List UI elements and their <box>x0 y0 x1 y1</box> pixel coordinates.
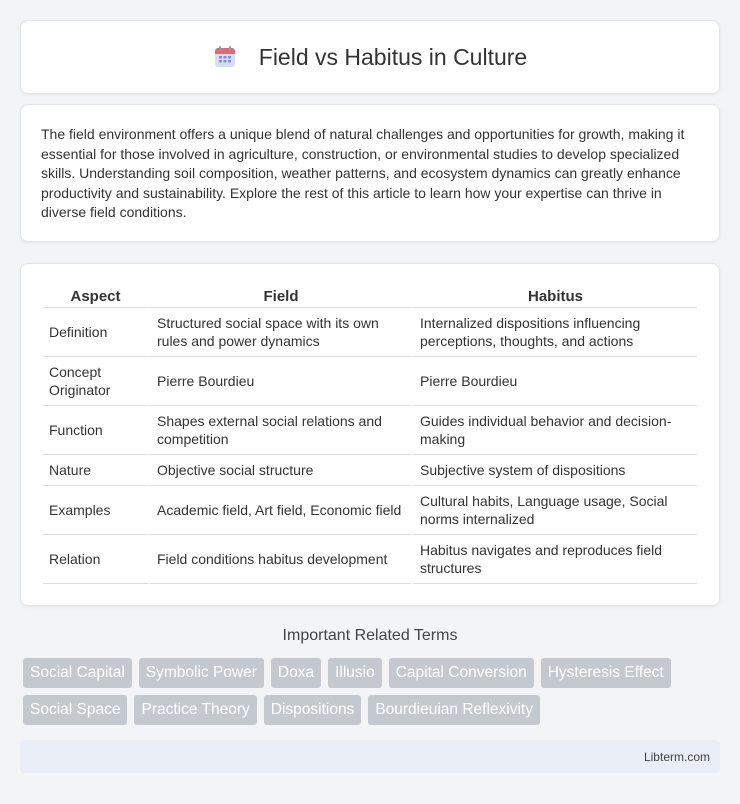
table-row <box>43 308 697 357</box>
tag-dispositions[interactable]: Dispositions <box>264 695 362 725</box>
tag-capital-conversion[interactable]: Capital Conversion <box>389 658 534 688</box>
row-habitus: Internalized dispositions influencing perceptions, thoughts, and actions <box>411 308 697 357</box>
header-aspect: Aspect <box>43 284 148 308</box>
tag-bourdieuian-reflexivity[interactable]: Bourdieuian Reflexivity <box>368 695 540 725</box>
table-row <box>43 406 697 455</box>
footer-site-link[interactable]: Libterm.com <box>643 749 710 764</box>
row-field: Field conditions habitus development <box>148 535 411 584</box>
row-habitus: Subjective system of dispositions <box>411 455 697 486</box>
row-aspect: Relation <box>43 535 148 584</box>
related-terms-section <box>0 627 740 645</box>
footer <box>20 740 720 773</box>
header-card <box>20 20 720 94</box>
row-field: Academic field, Art field, Economic field <box>148 486 411 535</box>
tag-social-space[interactable]: Social Space <box>23 695 127 725</box>
row-habitus: Cultural habits, Language usage, Social norms internalized <box>411 486 697 535</box>
row-habitus: Guides individual behavior and decision-making <box>411 406 697 455</box>
row-aspect: Examples <box>43 486 148 535</box>
comparison-table-card <box>20 263 720 606</box>
row-aspect: Function <box>43 406 148 455</box>
row-field: Objective social structure <box>148 455 411 486</box>
header-habitus: Habitus <box>411 284 697 308</box>
intro-card <box>20 104 720 242</box>
title-wrap <box>213 44 527 71</box>
page-title: Field vs Habitus in Culture <box>258 43 528 70</box>
related-terms-tags <box>23 658 723 732</box>
tag-illusio[interactable]: Illusio <box>328 658 382 688</box>
row-habitus: Pierre Bourdieu <box>411 357 697 406</box>
table-row <box>43 535 697 584</box>
tag-row-1 <box>23 658 723 688</box>
tag-doxa[interactable]: Doxa <box>271 658 321 688</box>
calendar-icon <box>213 45 237 69</box>
row-habitus: Habitus navigates and reproduces field structures <box>411 535 697 584</box>
row-field: Structured social space with its own rules and power dynamics <box>148 308 411 357</box>
table-row <box>43 357 697 406</box>
row-aspect: Concept Originator <box>43 357 148 406</box>
row-field: Shapes external social relations and competition <box>148 406 411 455</box>
tag-practice-theory[interactable]: Practice Theory <box>134 695 256 725</box>
row-aspect: Definition <box>43 308 148 357</box>
intro-text: The field environment offers a unique blend of natural challenges and opportunities for growth, making it essential for those involved in agriculture, construction, or environmental studies to develop specialized skills. Understanding soil composition, weather patterns, and ecosystem dynamics can greatly enhance productivity and sustainability. Explore the rest of this article to learn how your expertise can thrive in diverse field conditions. <box>41 126 685 220</box>
tag-symbolic-power[interactable]: Symbolic Power <box>139 658 264 688</box>
tag-row-2 <box>23 695 723 725</box>
table-row <box>43 486 697 535</box>
related-terms-title: Important Related Terms <box>282 627 458 644</box>
row-field: Pierre Bourdieu <box>148 357 411 406</box>
table-row <box>43 455 697 486</box>
comparison-table <box>43 284 697 584</box>
table-header-row <box>43 284 697 308</box>
tag-hysteresis-effect[interactable]: Hysteresis Effect <box>541 658 671 688</box>
header-field: Field <box>148 284 411 308</box>
row-aspect: Nature <box>43 455 148 486</box>
tag-social-capital[interactable]: Social Capital <box>23 658 132 688</box>
